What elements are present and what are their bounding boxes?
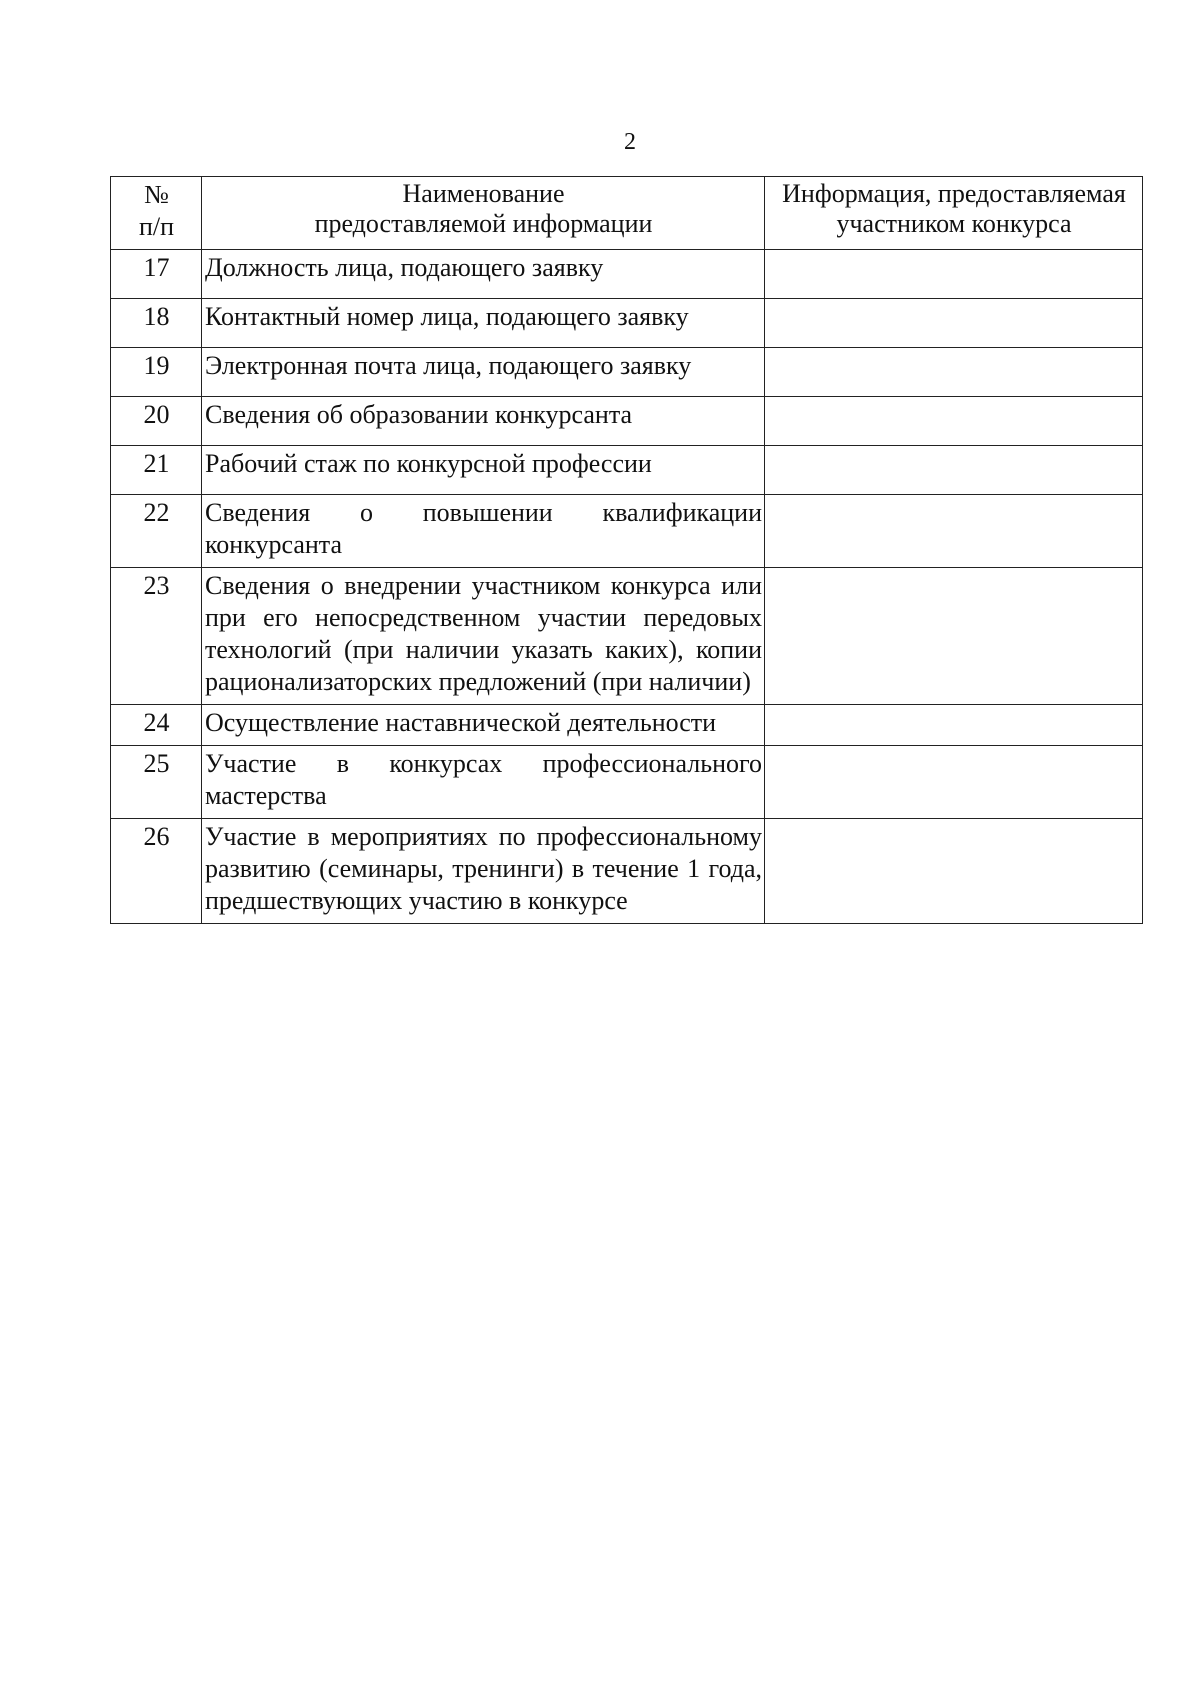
table-row — [111, 250, 1143, 299]
row-number: 22 — [111, 495, 202, 568]
table-row — [111, 746, 1143, 819]
row-number: 25 — [111, 746, 202, 819]
header-number-line-1: № — [144, 180, 169, 209]
row-number: 21 — [111, 446, 202, 495]
row-info — [765, 568, 1143, 705]
row-info — [765, 819, 1143, 924]
header-name-line-2: предоставляемой информации — [314, 209, 653, 238]
row-number: 26 — [111, 819, 202, 924]
header-info-line-1: Информация, предоставляемая — [782, 179, 1126, 208]
header-info-line-2: участником конкурса — [836, 209, 1072, 238]
row-name: Осуществление наставнической деятельности — [202, 705, 765, 746]
row-info — [765, 446, 1143, 495]
table-row — [111, 705, 1143, 746]
table-row — [111, 568, 1143, 705]
page-number: 2 — [624, 129, 636, 155]
row-name: Контактный номер лица, подающего заявку — [202, 299, 765, 348]
row-name: Сведения о повышении квалификации конкурсанта — [202, 495, 765, 568]
row-info — [765, 397, 1143, 446]
header-number — [111, 177, 202, 250]
information-table — [110, 176, 1143, 924]
header-name-line-1: Наименование — [402, 179, 565, 208]
row-number: 17 — [111, 250, 202, 299]
row-name: Рабочий стаж по конкурсной профессии — [202, 446, 765, 495]
table-row — [111, 819, 1143, 924]
header-info — [765, 177, 1143, 250]
row-number: 19 — [111, 348, 202, 397]
row-info — [765, 705, 1143, 746]
row-number: 23 — [111, 568, 202, 705]
row-info — [765, 348, 1143, 397]
row-name: Участие в конкурсах профессионального мастерства — [202, 746, 765, 819]
row-info — [765, 299, 1143, 348]
table-row — [111, 495, 1143, 568]
table-row — [111, 299, 1143, 348]
row-name: Сведения об образовании конкурсанта — [202, 397, 765, 446]
row-name: Сведения о внедрении участником конкурса или при его непосредственном участии передовых технологий (при наличии указать каких), копии рационализаторских предложений (при наличии) — [202, 568, 765, 705]
row-info — [765, 495, 1143, 568]
row-info — [765, 250, 1143, 299]
row-name: Участие в мероприятиях по профессиональному развитию (семинары, тренинги) в течение 1 года, предшествующих участию в конкурсе — [202, 819, 765, 924]
header-number-line-2: п/п — [138, 212, 175, 241]
row-info — [765, 746, 1143, 819]
row-number: 20 — [111, 397, 202, 446]
row-name: Электронная почта лица, подающего заявку — [202, 348, 765, 397]
row-number: 18 — [111, 299, 202, 348]
table-row — [111, 397, 1143, 446]
table-row — [111, 348, 1143, 397]
row-number: 24 — [111, 705, 202, 746]
header-name — [202, 177, 765, 250]
row-name: Должность лица, подающего заявку — [202, 250, 765, 299]
table-row — [111, 446, 1143, 495]
table-header-row — [111, 177, 1143, 250]
